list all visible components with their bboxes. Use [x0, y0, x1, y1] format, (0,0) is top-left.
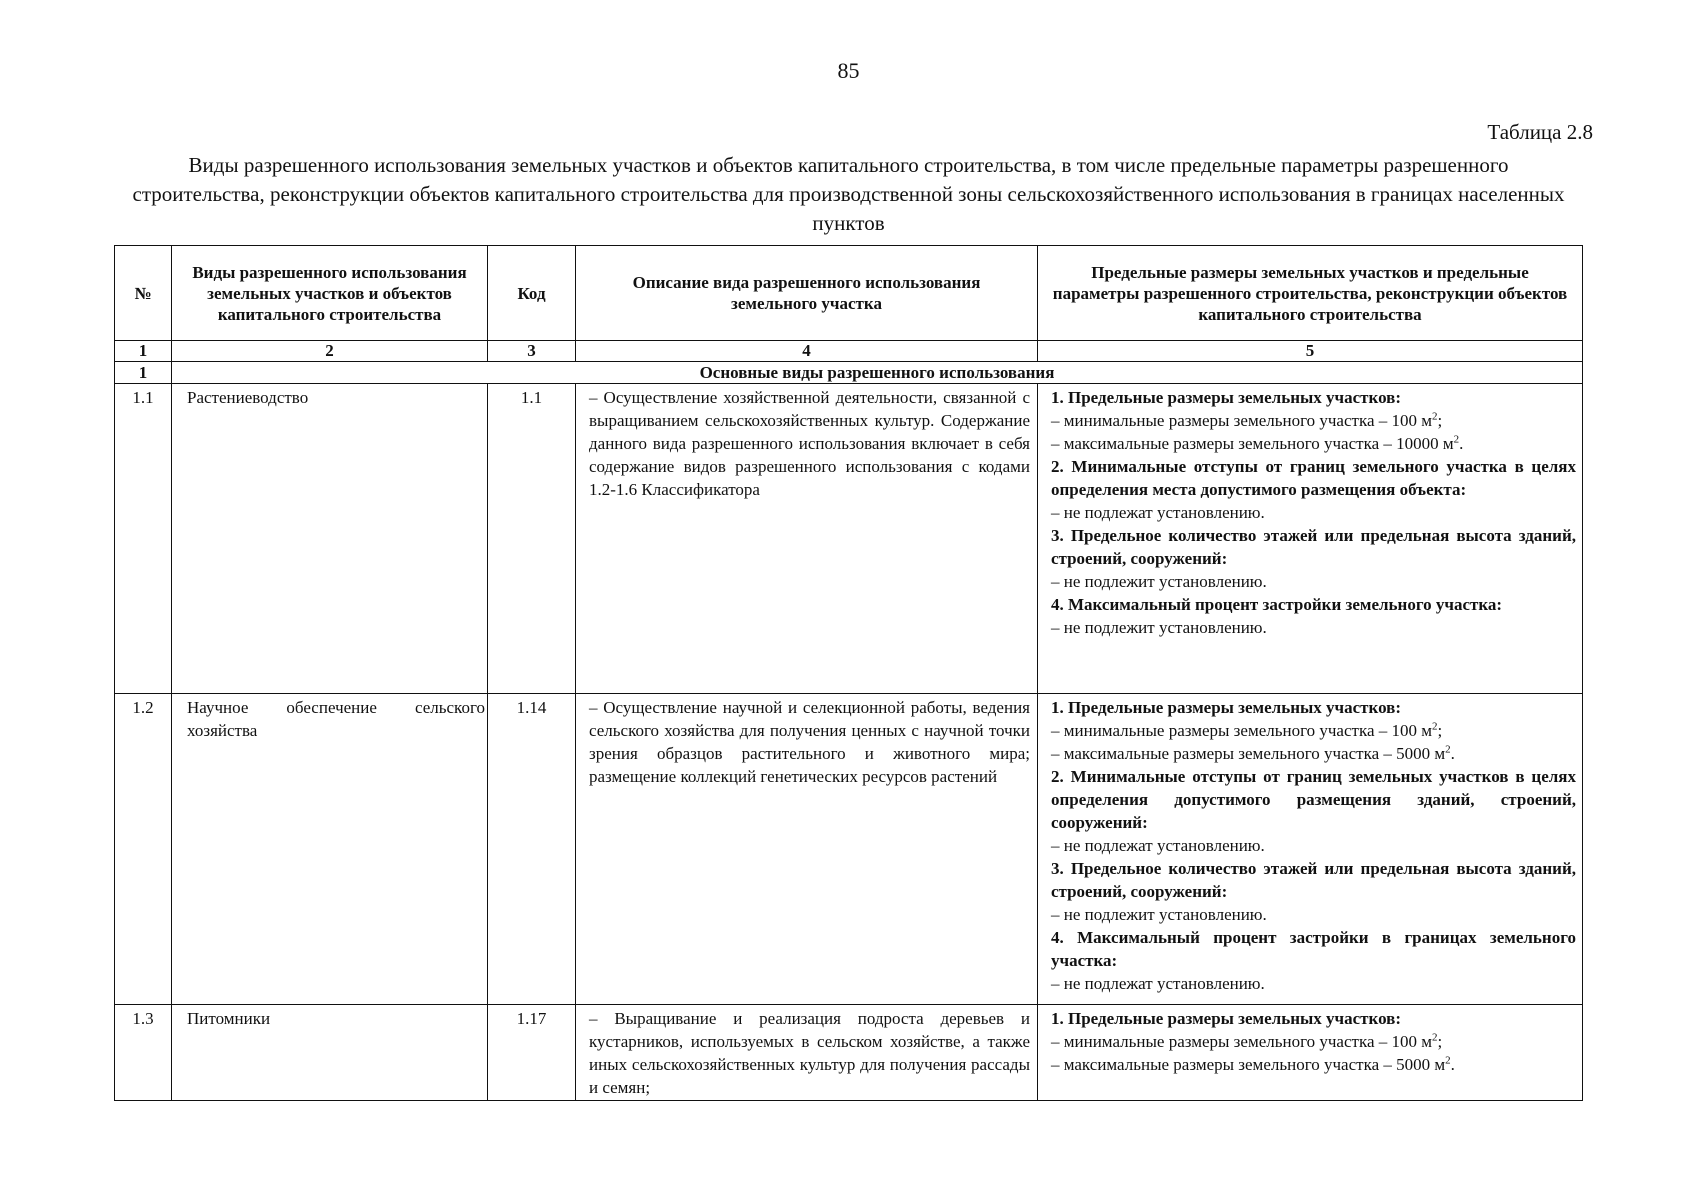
- param-line: [1051, 432, 1576, 455]
- row-description: [576, 384, 1038, 694]
- param-line: – не подлежат установлению.: [1051, 503, 1265, 522]
- table-title: Виды разрешенного использования земельных участков и объектов капитального строительства, в том числе предельные параметры разрешенного строительства, реконструкции объектов капитального строительства для производственной зоны сельскохозяйственного использования в границах населенных пунктов: [132, 153, 1565, 235]
- param-heading: 1. Предельные размеры земельных участков:: [1051, 698, 1402, 717]
- column-number: 3: [488, 341, 576, 362]
- section-row: [115, 362, 1583, 384]
- row-number: 1.2: [115, 694, 172, 1005]
- column-number: 1: [115, 341, 172, 362]
- description-text: – Выращивание и реализация подроста деревьев и кустарников, используемых в сельском хозяйстве, а также иных сельскохозяйственных культур для получения рассады и семян;: [589, 1009, 1030, 1097]
- param-heading: 2. Минимальные отступы от границ земельного участка в целях определения места допустимого размещения объекта:: [1051, 457, 1576, 499]
- param-heading: 4. Максимальный процент застройки земельного участка:: [1051, 595, 1503, 614]
- row-code: 1.14: [488, 694, 576, 1005]
- table-row: [115, 1005, 1583, 1101]
- param-line: – не подлежит установлению.: [1051, 618, 1267, 637]
- row-parameters: [1038, 694, 1583, 1005]
- superscript: 2: [1445, 1054, 1451, 1067]
- superscript: 2: [1453, 433, 1460, 446]
- param-text: – максимальные размеры земельного участка – 5000 м: [1051, 1055, 1446, 1074]
- header-number: №: [115, 246, 172, 341]
- row-parameters: [1038, 384, 1583, 694]
- header-row: [115, 246, 1583, 341]
- param-heading: 1. Предельные размеры земельных участков:: [1051, 1009, 1402, 1028]
- column-number: 2: [172, 341, 488, 362]
- row-use-type: Питомники: [172, 1005, 488, 1101]
- param-line: [1051, 742, 1576, 765]
- param-line: – не подлежит установлению.: [1051, 905, 1267, 924]
- param-text: .: [1450, 744, 1455, 763]
- param-heading: 3. Предельное количество этажей или предельная высота зданий, строений, сооружений:: [1051, 526, 1576, 568]
- superscript: 2: [1432, 410, 1438, 423]
- section-title: Основные виды разрешенного использования: [172, 362, 1583, 384]
- column-number-row: [115, 341, 1583, 362]
- param-text: .: [1450, 1055, 1455, 1074]
- superscript: 2: [1432, 720, 1438, 733]
- section-number: 1: [115, 362, 172, 384]
- param-text: ;: [1437, 1032, 1443, 1051]
- description-text: – Осуществление хозяйственной деятельности, связанной с выращиванием сельскохозяйственных культур. Содержание данного вида разрешенного использования включает в себя содержание видов разрешенного использования с кодами 1.2-1.6 Классификатора: [589, 388, 1030, 499]
- param-text: ;: [1437, 721, 1443, 740]
- row-code: 1.17: [488, 1005, 576, 1101]
- param-line: [1051, 409, 1576, 432]
- table-label: Таблица 2.8: [1487, 120, 1593, 144]
- page-number: 85: [837, 58, 860, 83]
- param-heading: 1. Предельные размеры земельных участков:: [1051, 388, 1402, 407]
- row-description: [576, 694, 1038, 1005]
- param-line: – не подлежат установлению.: [1051, 974, 1265, 993]
- row-code: 1.1: [488, 384, 576, 694]
- row-number: 1.1: [115, 384, 172, 694]
- column-number: 5: [1038, 341, 1583, 362]
- param-line: [1051, 719, 1576, 742]
- header-description: Описание вида разрешенного использования земельного участка: [576, 246, 1038, 341]
- row-parameters: [1038, 1005, 1583, 1101]
- table-row: [115, 384, 1583, 694]
- superscript: 2: [1432, 1031, 1438, 1044]
- param-text: – максимальные размеры земельного участка – 10000 м: [1051, 434, 1454, 453]
- superscript: 2: [1445, 743, 1451, 756]
- param-line: – не подлежат установлению.: [1051, 836, 1265, 855]
- param-text: – минимальные размеры земельного участка – 100 м: [1051, 1032, 1433, 1051]
- row-number: 1.3: [115, 1005, 172, 1101]
- header-use-type: Виды разрешенного использования земельных участков и объектов капитального строительства: [172, 246, 488, 341]
- land-use-table: [114, 245, 1583, 1101]
- row-description: [576, 1005, 1038, 1101]
- param-text: ;: [1437, 411, 1443, 430]
- param-line: [1051, 1053, 1576, 1076]
- header-parameters: Предельные размеры земельных участков и предельные параметры разрешенного строительства, реконструкции объектов капитального строительства: [1038, 246, 1583, 341]
- param-text: – максимальные размеры земельного участка – 5000 м: [1051, 744, 1446, 763]
- column-number: 4: [576, 341, 1038, 362]
- description-text: – Осуществление научной и селекционной работы, ведения сельского хозяйства для получения ценных с научной точки зрения образцов растительного и животного мира; размещение коллекций генетических ресурсов растений: [589, 698, 1030, 786]
- row-use-type: Растениеводство: [172, 384, 488, 694]
- param-line: – не подлежит установлению.: [1051, 572, 1267, 591]
- param-heading: 4. Максимальный процент застройки в границах земельного участка:: [1051, 928, 1576, 970]
- table-row: [115, 694, 1583, 1005]
- row-use-type: Научное обеспечение сельского хозяйства: [172, 694, 488, 1005]
- param-text: – минимальные размеры земельного участка – 100 м: [1051, 411, 1433, 430]
- param-heading: 2. Минимальные отступы от границ земельных участков в целях определения допустимого размещения зданий, строений, сооружений:: [1051, 767, 1576, 832]
- param-heading: 3. Предельное количество этажей или предельная высота зданий, строений, сооружений:: [1051, 859, 1576, 901]
- param-text: – минимальные размеры земельного участка – 100 м: [1051, 721, 1433, 740]
- param-line: [1051, 1030, 1576, 1053]
- header-code: Код: [488, 246, 576, 341]
- param-text: .: [1459, 434, 1464, 453]
